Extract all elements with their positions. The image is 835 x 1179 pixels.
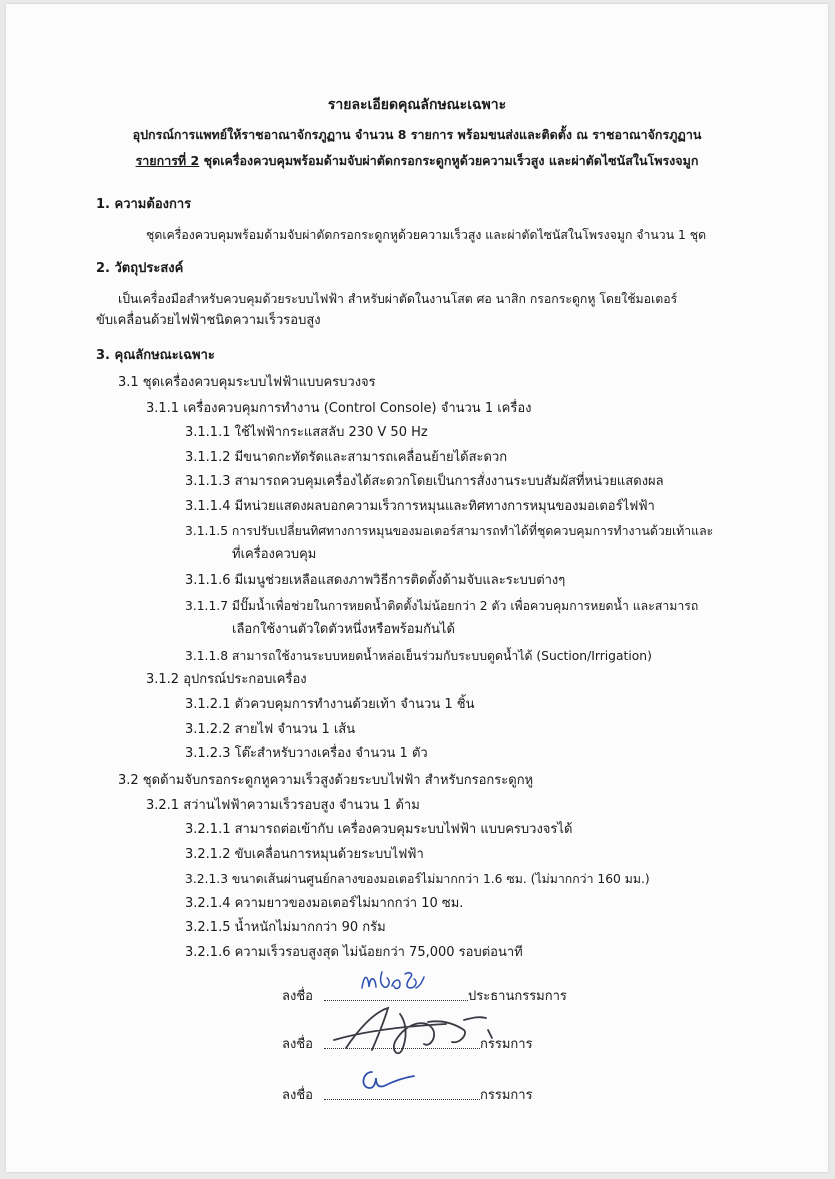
spec-3-2-1-2: 3.2.1.2 ขับเคลื่อนการหมุนด้วยระบบไฟฟ้า [185,847,424,862]
signature-role: กรรมการ [480,1088,533,1103]
spec-3-2-1-3: 3.2.1.3 ขนาดเส้นผ่านศูนย์กลางของมอเตอร์ไม่มากกว่า 1.6 ซม. (ไม่มากกว่า 160 มม.) [185,872,650,886]
document-subtitle: อุปกรณ์การแพทย์ให้ราชอาณาจักรภูฏาน จำนวน 8 รายการ พร้อมขนส่งและติดตั้ง ณ ราชอาณาจักรภูฏาน [132,127,702,142]
signature-label: ลงชื่อ [282,989,313,1004]
item-label: รายการที่ 2 [135,153,200,168]
signature-label: ลงชื่อ [282,1088,313,1103]
spec-3-2-1-4: 3.2.1.4 ความยาวของมอเตอร์ไม่มากกว่า 10 ซม. [185,896,464,911]
spec-3-1-1-7-line2: เลือกใช้งานตัวใดตัวหนึ่งหรือพร้อมกันได้ [232,622,455,637]
section-2-body-line1: เป็นเครื่องมือสำหรับควบคุมด้วยระบบไฟฟ้า สำหรับผ่าตัดในงานโสต ศอ นาสิก กรอกระดูกหู โดยใช้มอเตอร์ [118,292,678,306]
section-2-heading: 2. วัตถุประสงค์ [96,261,184,276]
handwritten-signature-2 [328,1000,518,1060]
signature-label: ลงชื่อ [282,1037,313,1052]
spec-3-1-1-4: 3.1.1.4 มีหน่วยแสดงผลบอกความเร็วการหมุนและทิศทางการหมุนของมอเตอร์ไฟฟ้า [185,499,655,514]
section-1-heading: 1. ความต้องการ [96,197,192,212]
handwritten-signature-1 [358,962,428,998]
spec-3-2-1-5: 3.2.1.5 น้ำหนักไม่มากกว่า 90 กรัม [185,920,386,935]
spec-3-2-1: 3.2.1 สว่านไฟฟ้าความเร็วรอบสูง จำนวน 1 ด้าม [146,798,420,813]
section-1-body: ชุดเครื่องควบคุมพร้อมด้ามจับผ่าตัดกรอกระดูกหูด้วยความเร็วสูง และผ่าตัดไซนัสในโพรงจมูก จำนวน 1 ชุด [146,228,707,242]
spec-3-1-2-1: 3.1.2.1 ตัวควบคุมการทำงานด้วยเท้า จำนวน 1 ชิ้น [185,697,475,712]
spec-3-1-1-8: 3.1.1.8 สามารถใช้งานระบบหยดน้ำหล่อเย็นร่วมกับระบบดูดน้ำได้ (Suction/Irrigation) [185,649,652,663]
document-page [6,4,828,1172]
spec-3-1-2: 3.1.2 อุปกรณ์ประกอบเครื่อง [146,672,307,687]
spec-3-1-1-2: 3.1.1.2 มีขนาดกะทัดรัดและสามารถเคลื่อนย้ายได้สะดวก [185,450,508,465]
spec-3-2-1-6: 3.2.1.6 ความเร็วรอบสูงสุด ไม่น้อยกว่า 75,000 รอบต่อนาที [185,945,523,960]
spec-3-1-2-3: 3.1.2.3 โต๊ะสำหรับวางเครื่อง จำนวน 1 ตัว [185,746,428,761]
section-3-heading: 3. คุณลักษณะเฉพาะ [96,348,215,363]
spec-3-1-1-5-line1: 3.1.1.5 การปรับเปลี่ยนทิศทางการหมุนของมอเตอร์สามารถทำได้ที่ชุดควบคุมการทำงานด้วยเท้าและ [185,524,714,538]
spec-3-1-2-2: 3.1.2.2 สายไฟ จำนวน 1 เส้น [185,722,356,737]
signature-role: ประธานกรรมการ [468,989,567,1004]
spec-3-1-1-3: 3.1.1.3 สามารถควบคุมเครื่องได้สะดวกโดยเป็นการสั่งงานระบบสัมผัสที่หน่วยแสดงผล [185,474,664,489]
document-title: รายละเอียดคุณลักษณะเฉพาะ [327,97,507,113]
spec-3-1-1-5-line2: ที่เครื่องควบคุม [232,547,317,562]
spec-3-1-1-6: 3.1.1.6 มีเมนูช่วยเหลือแสดงภาพวิธีการติดตั้งด้ามจับและระบบต่างๆ [185,573,566,588]
item-line [6,152,828,170]
spec-3-1: 3.1 ชุดเครื่องควบคุมระบบไฟฟ้าแบบครบวงจร [118,375,376,390]
item-description: ชุดเครื่องควบคุมพร้อมด้ามจับผ่าตัดกรอกระดูกหูด้วยความเร็วสูง และผ่าตัดไซนัสในโพรงจมูก [203,153,699,168]
handwritten-signature-3 [358,1066,418,1096]
spec-3-1-1: 3.1.1 เครื่องควบคุมการทำงาน (Control Console) จำนวน 1 เครื่อง [146,401,532,416]
spec-3-2-1-1: 3.2.1.1 สามารถต่อเข้ากับ เครื่องควบคุมระบบไฟฟ้า แบบครบวงจรได้ [185,822,573,837]
signature-dotted-line [324,1099,480,1100]
spec-3-1-1-7-line1: 3.1.1.7 มีปั๊มน้ำเพื่อช่วยในการหยดน้ำติดตั้งไม่น้อยกว่า 2 ตัว เพื่อควบคุมการหยดน้ำ และสามารถ [185,599,699,613]
section-2-body-line2: ขับเคลื่อนด้วยไฟฟ้าชนิดความเร็วรอบสูง [96,313,321,328]
signature-role: กรรมการ [480,1037,533,1052]
spec-3-2: 3.2 ชุดด้ามจับกรอกระดูกหูความเร็วสูงด้วยระบบไฟฟ้า สำหรับกรอกระดูกหู [118,773,534,788]
spec-3-1-1-1: 3.1.1.1 ใช้ไฟฟ้ากระแสสลับ 230 V 50 Hz [185,425,428,440]
